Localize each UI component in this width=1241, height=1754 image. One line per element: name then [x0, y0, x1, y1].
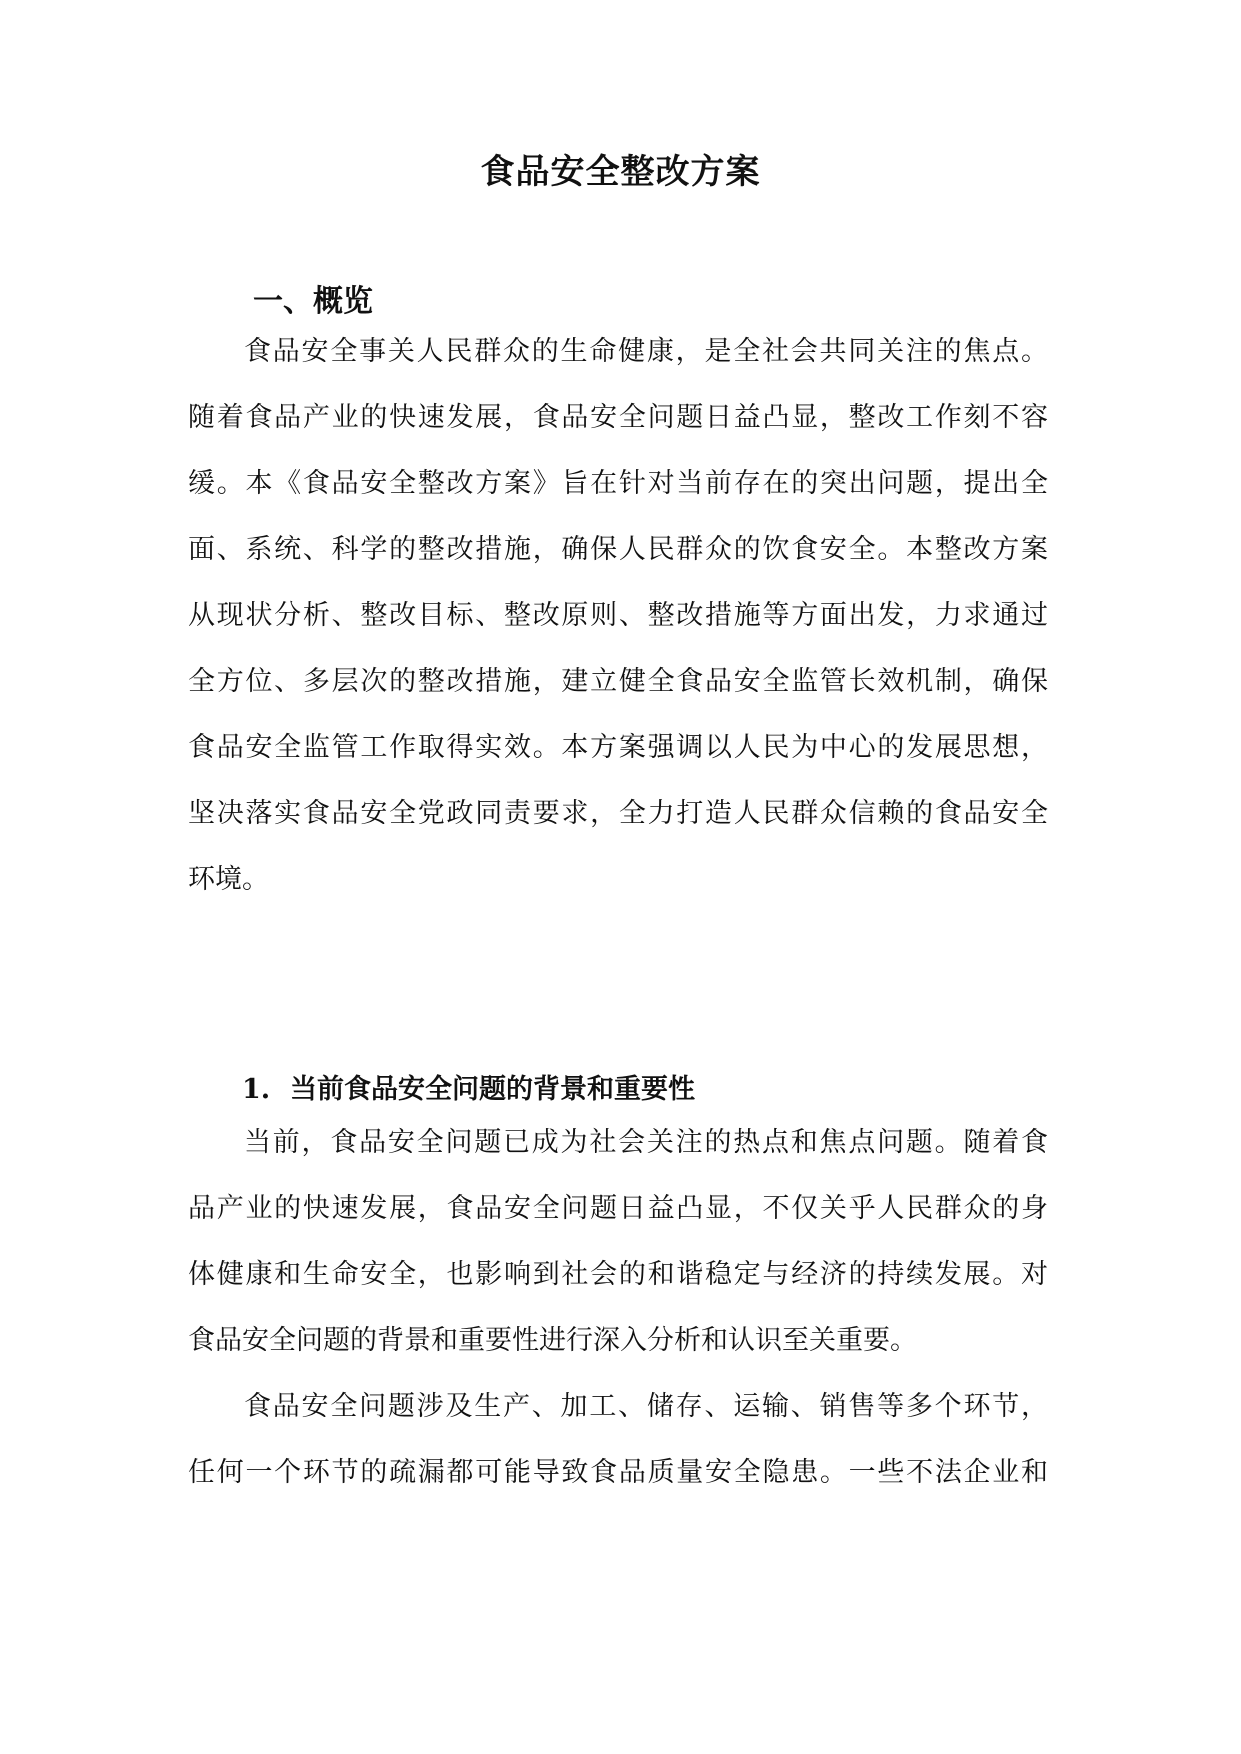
- paragraph-line: 面、系统、科学的整改措施，确保人民群众的饮食安全。本整改方案: [188, 534, 1048, 565]
- document-title: 食品安全整改方案: [480, 152, 761, 192]
- paragraph-line: 食品安全问题涉及生产、加工、储存、运输、销售等多个环节，: [244, 1391, 1048, 1422]
- paragraph-line: 坚决落实食品安全党政同责要求，全力打造人民群众信赖的食品安全: [188, 798, 1048, 829]
- paragraph-line: 任何一个环节的疏漏都可能导致食品质量安全隐患。一些不法企业和: [188, 1457, 1048, 1488]
- paragraph-line: 从现状分析、整改目标、整改原则、整改措施等方面出发，力求通过: [188, 600, 1048, 631]
- paragraph-line: 食品安全监管工作取得实效。本方案强调以人民为中心的发展思想，: [188, 732, 1048, 763]
- paragraph-line: 食品安全问题的背景和重要性进行深入分析和认识至关重要。: [188, 1325, 917, 1356]
- paragraph-line: 全方位、多层次的整改措施，建立健全食品安全监管长效机制，确保: [188, 666, 1048, 697]
- paragraph-line: 缓。本《食品安全整改方案》旨在针对当前存在的突出问题，提出全: [188, 468, 1048, 499]
- paragraph-line: 随着食品产业的快速发展，食品安全问题日益凸显，整改工作刻不容: [188, 402, 1048, 433]
- paragraph-line: 环境。: [188, 864, 269, 895]
- subsection-number: 1.: [242, 1074, 271, 1105]
- paragraph-line: 食品安全事关人民群众的生命健康，是全社会共同关注的焦点。: [244, 336, 1048, 367]
- subsection-heading-text: 当前食品安全问题的背景和重要性: [290, 1074, 695, 1105]
- subsection-heading-background: [242, 1070, 695, 1110]
- paragraph-line: 当前，食品安全问题已成为社会关注的热点和焦点问题。随着食: [244, 1127, 1048, 1158]
- paragraph-line: 品产业的快速发展，食品安全问题日益凸显，不仅关乎人民群众的身: [188, 1193, 1048, 1224]
- section-heading-overview: 一、概览: [253, 284, 373, 319]
- paragraph-line: 体健康和生命安全，也影响到社会的和谐稳定与经济的持续发展。对: [188, 1259, 1048, 1290]
